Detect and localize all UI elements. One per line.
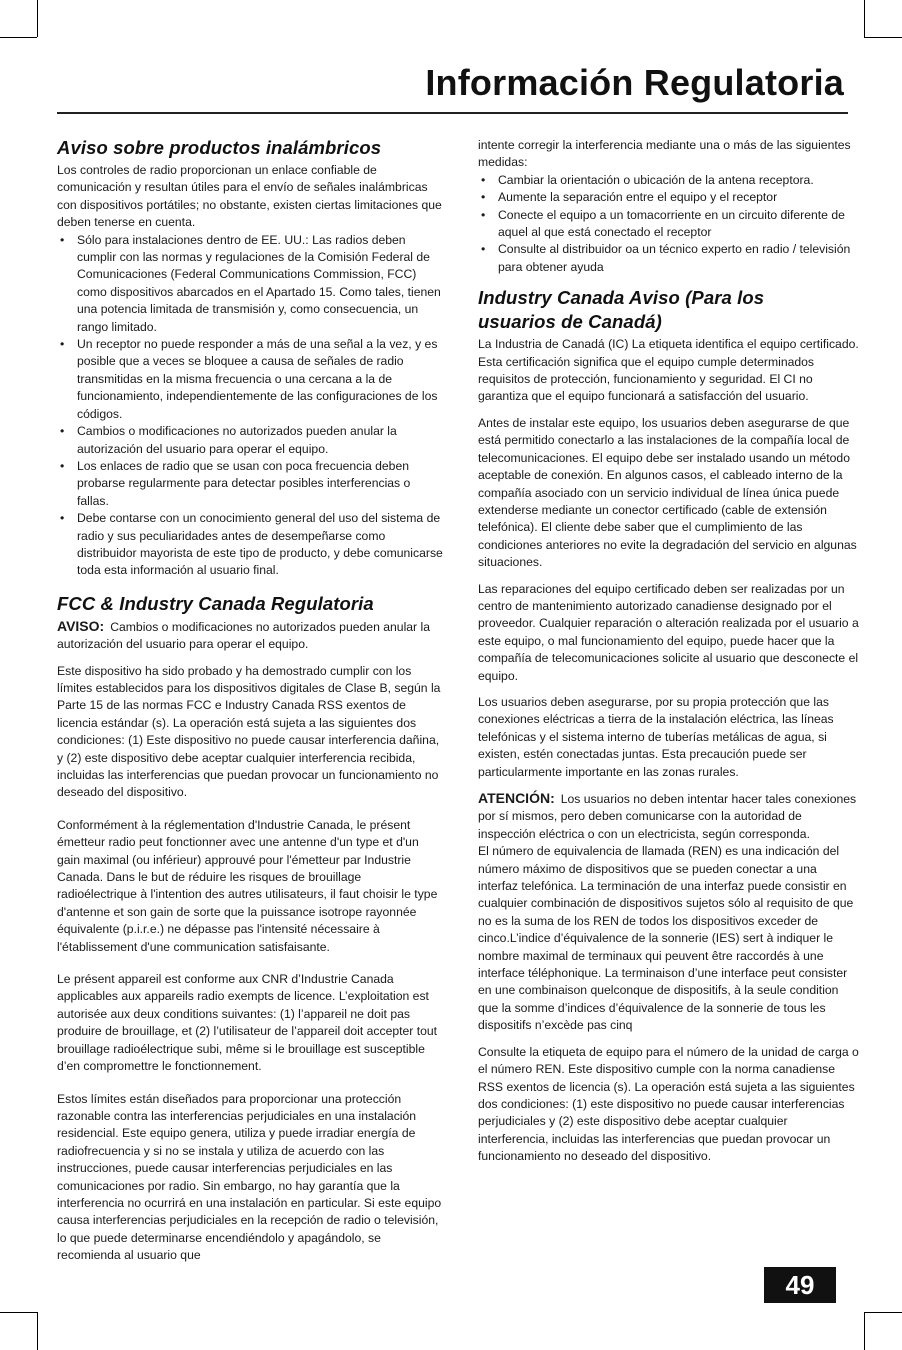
continuation-text: intente corregir la interferencia mediante una o más de las siguientes medidas: bbox=[478, 138, 851, 170]
crop-mark bbox=[864, 1312, 902, 1313]
page-title: Información Regulatoria bbox=[425, 62, 844, 103]
ic-paragraph-5: El número de equivalencia de llamada (REN) es una indicación del número máximo de dispositivos que se pueden conectar a una interfaz telefónica. La terminación de una interfaz puede consistir en cualquier combinación de dispositivos sujetos sólo al requisito de que no es la suma de los REN de todos los dispositivos exceder de cinco.L’indice d’équivalence de la sonnerie (IES) sert à indiquer le nombre maximal de terminaux qui peuvent être raccordés à une interface téléphonique. La terminaison d’une interface peut consister en une combinaison quelconque de dispositifs, à la seule condition que la somme d’indices d’équivalence de la sonnerie de tous les dispositifs n’excède pas cinq bbox=[478, 844, 854, 1033]
ic-paragraph-2: Antes de instalar este equipo, los usuarios deben asegurarse de que está permitido conectarlo a las instalaciones de la compañía local de telecomunicaciones. El equipo debe ser instalado usando un método aceptable de conexión. En algunos casos, el cableado interno de la compañía asociado con un servicio individual de línea única puede extenderse mediante un conector certificado (cable de extensión telefónica). El cliente debe saber que el cumplimiento de las condiciones anteriores no evite la degradación del servicio en algunas situaciones. bbox=[478, 415, 857, 570]
measures-bullet-list bbox=[478, 172, 860, 276]
list-item: • Consulte al distribuidor oa un técnico experto en radio / televisión para obtener ayuda bbox=[481, 242, 851, 274]
bullet-icon: • bbox=[60, 424, 65, 439]
bullet-icon: • bbox=[481, 242, 486, 257]
bullet-icon: • bbox=[60, 232, 65, 247]
list-item: • Conecte el equipo a un tomacorriente en un circuito diferente de aquel al que está conectado el receptor bbox=[481, 207, 845, 240]
list-item: • Debe contarse con un conocimiento general del uso del sistema de radio y sus peculiaridades antes de desempeñarse como distribuidor mayorista de este tipo de producto, y debe comunicarse toda esta información al usuario final. bbox=[60, 511, 443, 578]
left-column bbox=[57, 136, 443, 1265]
aviso-text: Cambios o modificaciones no autorizados pueden anular la autorización del usuario para operar el equipo. bbox=[57, 619, 430, 652]
fcc-paragraph-1: Este dispositivo ha sido probado y ha demostrado cumplir con los límites establecidos para los dispositivos digitales de Clase B, según la Parte 15 de las normas FCC e Industry Canada RSS exentos de licencia estándar (s). La operación está sujeta a las siguientes dos condiciones: (1) Este dispositivo no puede causar interferencia dañina, y (2) este dispositivo debe aceptar cualquier interferencia recibida, incluidas las interferencias que puedan provocar un funcionamiento no deseado del dispositivo. bbox=[57, 663, 441, 800]
bullet-icon: • bbox=[481, 190, 486, 205]
fcc-paragraph-2: Conformément à la réglementation d'Industrie Canada, le présent émetteur radio peut fonctionner avec une antenne d'un type et d'un gain maximal (ou inférieur) approuvé pour l'émetteur par Industrie Canada. Dans le but de réduire les risques de brouillage radioélectrique à l'intention des autres utilisateurs, il faut choisir le type d'antenne et son gain de sorte que la puissance isotrope rayonnée équivalente (p.i.r.e.) ne dépasse pas l'intensité nécessaire à l'établissement d'une communication satisfaisante. bbox=[57, 817, 438, 954]
wireless-bullet-list bbox=[57, 232, 443, 580]
crop-mark bbox=[0, 37, 37, 38]
ic-paragraph-3: Las reparaciones del equipo certificado deben ser realizadas por un centro de mantenimiento autorizado canadiense designado por el proveedor. Cualquier reparación o alteración realizada por el usuario a este equipo, o mal funcionamiento del equipo, puede hacer que la compañía de telecomunicaciones solicite al usuario que desconecte el equipo. bbox=[478, 581, 859, 683]
crop-mark bbox=[864, 37, 902, 38]
list-item: • Sólo para instalaciones dentro de EE. UU.: Las radios deben cumplir con las normas y regulaciones de la Comisión Federal de Comunicaciones (Federal Communications Commission, FCC) como dispositivos abarcados en el Apartado 15. Como tales, tienen una potencia limitada de transmisión y, como consecuencia, un rango limitado. bbox=[60, 232, 441, 334]
right-column bbox=[478, 137, 860, 1166]
fcc-paragraph-4: Estos límites están diseñados para proporcionar una protección razonable contra las interferencias perjudiciales en una instalación residencial. Este equipo genera, utiliza y puede irradiar energía de radiofrecuencia y si no se instala y utiliza de acuerdo con las instrucciones, puede causar interferencias perjudiciales en las comunicaciones por radio. Sin embargo, no hay garantía que la interferencia no ocurrirá en una instalación en particular. Si este equipo causa interferencias perjudiciales en la recepción de radio o televisión, lo que puede determinarse encendiéndolo y apagándolo, se recomienda al usuario que bbox=[57, 1091, 442, 1263]
atencion-text: Los usuarios no deben intentar hacer tales conexiones por sí mismos, pero deben comunicarse con la autoridad de inspección eléctrica o con un electricista, según corresponda. bbox=[478, 792, 857, 841]
crop-mark bbox=[864, 0, 865, 37]
fcc-paragraph-3: Le présent appareil est conforme aux CNR d’Industrie Canada applicables aux appareils radio exempts de licence. L’exploitation est autorisée aux deux conditions suivantes: (1) l’appareil ne doit pas produire de brouillage, et (2) l’utilisateur de l’appareil doit accepter tout brouillage radioélectrique subi, même si le brouillage est susceptible d’en compromettre le fonctionnement. bbox=[57, 972, 438, 1074]
list-item: • Cambios o modificaciones no autorizados pueden anular la autorización del usuario para operar el equipo. bbox=[60, 424, 397, 456]
list-item: • Aumente la separación entre el equipo y el receptor bbox=[478, 189, 860, 206]
aviso-label: AVISO: bbox=[57, 617, 105, 634]
wireless-heading: Aviso sobre productos inalámbricos bbox=[57, 137, 382, 158]
bullet-icon: • bbox=[481, 207, 486, 222]
bullet-icon: • bbox=[60, 337, 65, 352]
bullet-icon: • bbox=[481, 172, 486, 187]
fcc-heading: FCC & Industry Canada Regulatoria bbox=[57, 592, 374, 614]
list-item: • Cambiar la orientación o ubicación de la antena receptora. bbox=[478, 172, 860, 189]
ic-paragraph-1: La Industria de Canadá (IC) La etiqueta identifica el equipo certificado. Esta certificación significa que el equipo cumple determinados requisitos de protección, funcionamiento y seguridad. El CI no garantiza que el equipo funcionará a satisfacción del usuario. bbox=[478, 337, 859, 404]
crop-mark bbox=[864, 1312, 865, 1350]
title-rule bbox=[57, 112, 848, 114]
ic-atencion bbox=[478, 790, 860, 843]
fcc-aviso bbox=[57, 618, 443, 654]
crop-mark bbox=[0, 1312, 37, 1313]
page-number: 49 bbox=[764, 1267, 836, 1303]
crop-mark bbox=[37, 0, 38, 37]
ic-paragraph-4: Los usuarios deben asegurarse, por su propia protección que las conexiones eléctricas a tierra de la instalación eléctrica, las líneas telefónicas y el sistema interno de tuberías metálicas de agua, si existen, estén conectadas juntas. Esta precaución puede ser particularmente importante en las zonas rurales. bbox=[478, 694, 834, 779]
crop-mark bbox=[37, 1312, 38, 1350]
bullet-icon: • bbox=[60, 458, 65, 473]
bullet-icon: • bbox=[60, 511, 65, 526]
ic-heading: Industry Canada Aviso (Para los usuarios de Canadá) bbox=[478, 287, 765, 333]
list-item: • Un receptor no puede responder a más de una señal a la vez, y es posible que a veces se bloquee a causa de señales de radio transmitidas en la misma frecuencia o una cercana a la de funcionamiento, independientemente de las configuraciones de los códigos. bbox=[60, 337, 438, 421]
wireless-intro: Los controles de radio proporcionan un enlace confiable de comunicación y resultan útiles para el envío de señales inalámbricas con dispositivos portátiles; no obstante, existen ciertas limitaciones que deben tenerse en cuenta. bbox=[57, 163, 442, 230]
ic-paragraph-6: Consulte la etiqueta de equipo para el número de la unidad de carga o el número REN. Este dispositivo cumple con la norma canadiense RSS exentos de licencia (s). La operación está sujeta a las siguientes dos condiciones: (1) este dispositivo no puede causar interferencias perjudiciales y (2) este dispositivo debe aceptar cualquier interferencia, incluidas las interferencias que puedan provocar un funcionamiento no deseado del dispositivo. bbox=[478, 1044, 859, 1164]
list-item: • Los enlaces de radio que se usan con poca frecuencia deben probarse regularmente para detectar posibles interferencias o fallas. bbox=[60, 458, 411, 508]
atencion-label: ATENCIÓN: bbox=[478, 790, 555, 806]
